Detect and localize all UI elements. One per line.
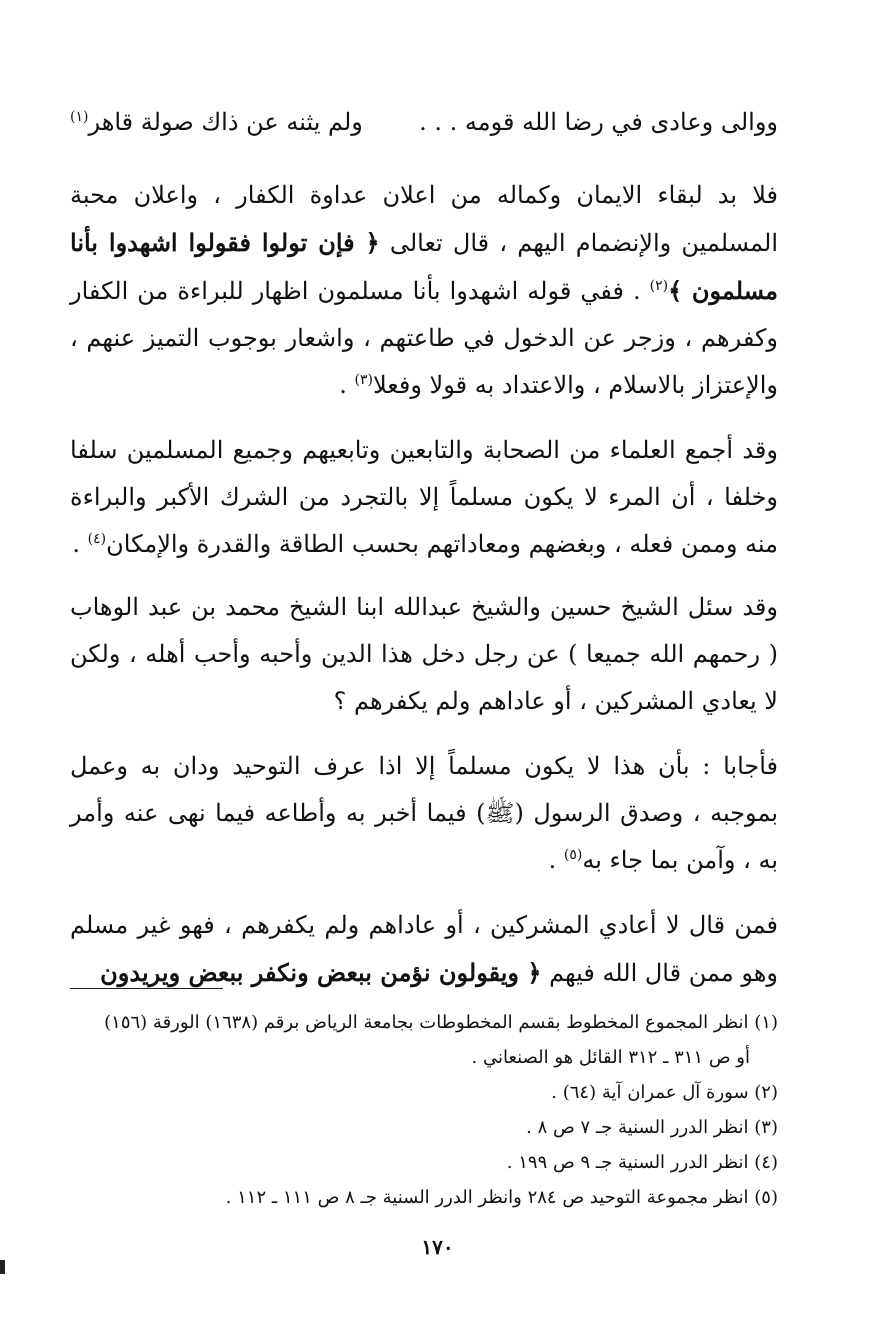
footnote-1 [70, 1005, 778, 1040]
footnote-number: (٢) [754, 1082, 778, 1103]
footnote-divider [70, 988, 223, 989]
paragraph-2-text: وقد أجمع العلماء من الصحابة والتابعين وتابعيهم وجميع المسلمين سلفا وخلفا ، أن المرء لا يكون مسلماً إلا بالتجرد من الشرك الأكبر والبراءة منه وممن فعله ، وبغضهم ومعاداتهم بحسب الطاقة والقدرة والإمكان [70, 436, 778, 558]
poetry-verse [70, 100, 778, 152]
footnote-2 [70, 1075, 778, 1110]
verse-second-hemistich [70, 100, 363, 152]
scan-edge-mark [0, 1260, 5, 1274]
page-body [70, 100, 779, 1208]
paragraph-3 [70, 584, 778, 725]
footnote-text: انظر مجموعة التوحيد ص ٢٨٤ وانظر الدرر السنية جـ ٨ ص ١١١ ـ ١١٢ . [225, 1187, 749, 1208]
footnote-text: انظر المجموع المخطوط بقسم المخطوطات بجامعة الرياض برقم (١٦٣٨) الورقة (١٥٦) [104, 1012, 749, 1033]
paragraph-4-text: فأجابا : بأن هذا لا يكون مسلماً إلا اذا عرف التوحيد ودان به وعمل بموجبه ، وصدق الرسول (ﷺ) فيما أخبر به وأطاعه فيما نهى عنه وأمر به ، وآمن بما جاء به [70, 752, 778, 874]
footnote-ref-2: (٢) [649, 278, 669, 294]
verse-second-hemistich-text: ولم يثنه عن ذاك صولة قاهر [88, 108, 363, 136]
paragraph-2-end: . [72, 530, 81, 558]
quran-quote-2: ﴿ ويقولون نؤمن ببعض ونكفر ببعض ويريدون [100, 958, 542, 987]
footnote-ref-5: (٥) [563, 847, 583, 863]
paragraph-5-text-a: فمن قال لا أعادي المشركين ، أو عاداهم ولم يكفرهم ، فهو غير مسلم وهو ممن قال الله فيهم [70, 911, 778, 987]
footnote-number: (١) [754, 1012, 778, 1033]
footnote-ref-3: (٣) [354, 372, 373, 388]
paragraph-4-end: . [548, 846, 557, 874]
footnote-text: أو ص ٣١١ ـ ٣١٢ القائل هو الصنعاني . [471, 1047, 750, 1068]
footnote-ref-1: (١) [70, 109, 89, 125]
paragraph-5 [70, 902, 778, 997]
paragraph-1-end: . [339, 371, 347, 399]
paragraph-1-text-b: . ففي قوله اشهدوا بأنا مسلمون اظهار للبراءة من الكفار وكفرهم ، وزجر عن الدخول في طاعتهم ، واشعار بوجوب التميز عنهم ، والإعتزاز بالاسلام ، والاعتداد به قولا وفعلا [70, 277, 778, 399]
footnote-ref-4: (٤) [87, 531, 107, 547]
footnote-number: (٣) [754, 1117, 778, 1138]
footnote-4 [70, 1145, 778, 1180]
paragraph-2 [70, 427, 778, 568]
footnote-text: انظر الدرر السنية جـ ٩ ص ١٩٩ . [506, 1152, 749, 1173]
footnote-number: (٥) [754, 1187, 778, 1208]
footnote-text: سورة آل عمران آية (٦٤) . [551, 1082, 749, 1103]
quran-quote-1: ﴿ فإن تولوا فقولوا اشهدوا بأنا مسلمون ﴾ [70, 228, 778, 305]
footnote-5 [70, 1180, 778, 1215]
footnotes [70, 1005, 778, 1215]
paragraph-4 [70, 743, 778, 884]
footnote-text: انظر الدرر السنية جـ ٧ ص ٨ . [526, 1117, 749, 1138]
page-number: ١٧٠ [421, 1235, 454, 1259]
verse-first-hemistich: ووالى وعادى في رضا الله قومه . . . [419, 108, 778, 136]
paragraph-1-text-a: فلا بد لبقاء الايمان وكماله من اعلان عداوة الكفار ، واعلان محبة المسلمين والإنضمام اليهم ، قال تعالى [70, 181, 779, 257]
footnote-number: (٤) [754, 1152, 778, 1173]
paragraph-1 [70, 172, 778, 409]
footnote-1-continuation [70, 1040, 778, 1075]
paragraph-3-text: وقد سئل الشيخ حسين والشيخ عبدالله ابنا الشيخ محمد بن عبد الوهاب ( رحمهم الله جميعا ) عن رجل دخل هذا الدين وأحبه وأحب أهله ، ولكن لا يعادي المشركين ، أو عاداهم ولم يكفرهم ؟ [70, 593, 778, 715]
footnote-3 [70, 1110, 778, 1145]
